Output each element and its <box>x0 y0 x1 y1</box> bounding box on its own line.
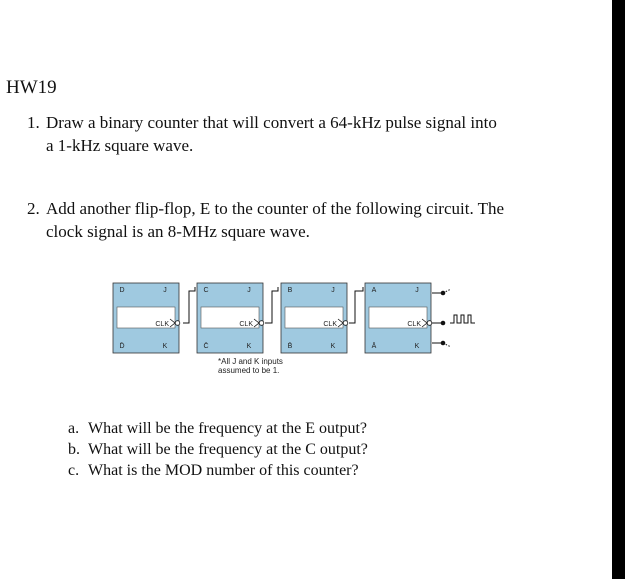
ff-k-label: K <box>246 343 252 350</box>
j-tie-dot <box>441 291 446 296</box>
clock-invert-bubble <box>259 321 264 326</box>
ff-clk-label: CLK <box>155 321 169 328</box>
question-b-letter: b. <box>68 441 80 458</box>
clock-invert-bubble <box>427 321 432 326</box>
q2-line2: clock signal is an 8-MHz square wave. <box>46 222 310 241</box>
wire-b-to-c-clk <box>265 287 278 323</box>
ff-clk-label: CLK <box>407 321 421 328</box>
jk-note-line2: assumed to be 1. <box>218 366 280 375</box>
flip-flop-a <box>365 283 432 353</box>
ff-clk-label: CLK <box>323 321 337 328</box>
page-title: HW19 <box>6 77 57 98</box>
question-b-text: What will be the frequency at the C output? <box>88 441 368 458</box>
ff-qbar-label: Ā <box>371 343 377 350</box>
wire-c-to-d-clk <box>183 287 195 323</box>
ff-qbar-label: C̄ <box>203 343 209 350</box>
q1-number: 1. <box>27 113 40 132</box>
q1-line1: Draw a binary counter that will convert a 64-kHz pulse signal into <box>46 113 497 132</box>
question-c-text: What is the MOD number of this counter? <box>88 462 359 479</box>
q2-number: 2. <box>27 199 40 218</box>
clock-invert-bubble <box>175 321 180 326</box>
q2-line1: Add another flip-flop, E to the counter of the following circuit. The <box>46 199 505 218</box>
k-tie-dot <box>441 341 446 346</box>
question-a-letter: a. <box>68 420 80 437</box>
flip-flop-b <box>281 283 348 353</box>
ff-q-label: C <box>203 287 209 294</box>
jk-note-line1: *All J and K inputs <box>218 357 283 366</box>
ff-clk-label: CLK <box>239 321 253 328</box>
ff-q-label: B <box>287 287 293 294</box>
ff-q-label: D <box>119 287 125 294</box>
clock-pulse-icon <box>450 315 475 323</box>
clock-invert-bubble <box>343 321 348 326</box>
ff-k-label: K <box>330 343 336 350</box>
ff-qbar-label: B̄ <box>287 343 293 350</box>
question-a-text: What will be the frequency at the E output? <box>88 420 368 437</box>
ff-j-label: J <box>331 287 335 294</box>
question-c-letter: c. <box>68 462 80 479</box>
right-edge-bar <box>612 0 625 579</box>
q1-line2: a 1-kHz square wave. <box>46 136 194 155</box>
ff-q-label: A <box>371 287 377 294</box>
ff-k-label: K <box>162 343 168 350</box>
ff-j-label: J <box>247 287 251 294</box>
flip-flop-c <box>197 283 264 353</box>
wire-a-to-b-clk <box>349 287 363 323</box>
ff-k-label: K <box>414 343 420 350</box>
ff-j-label: J <box>415 287 419 294</box>
ff-j-label: J <box>163 287 167 294</box>
jk-note <box>218 357 318 375</box>
flip-flop-d <box>113 283 180 353</box>
ff-qbar-label: D̄ <box>119 343 125 350</box>
clock-input-dot <box>441 321 446 326</box>
